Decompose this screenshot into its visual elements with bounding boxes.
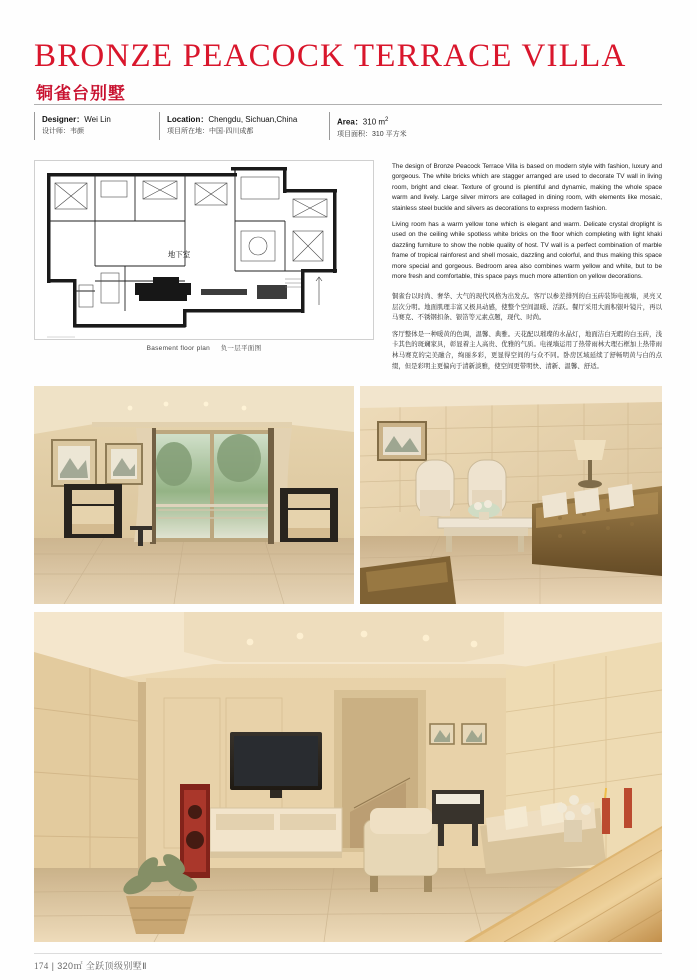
photo-panoramic-living-and-dining: [34, 612, 662, 942]
area-unit-exponent: 2: [385, 117, 389, 123]
floor-plan-svg: [35, 161, 374, 340]
credit-designer: [34, 112, 159, 142]
description-cn-paragraph-1: 铜雀台以时尚、奢华、大气的现代风格为出发点。客厅以参差排列的白玉砖装饰电视墙，灵亮又层次分明。地面肌理丰富又极具动感，使整个空间温暖、活跃。餐厅采用大面积银叶镜片，再以马赛克、不锈钢扣条、银箔等元素点题，现代、时尚。: [392, 293, 662, 322]
page-title-cn: 铜雀台别墅: [36, 84, 126, 103]
credit-divider: [159, 112, 160, 140]
title-divider: [34, 104, 662, 105]
page-footer: [34, 959, 147, 972]
location-label-cn: 项目所在地：: [167, 128, 209, 135]
page-number: 174: [34, 961, 49, 971]
photo-living-room-sofa-area: [360, 386, 662, 604]
description-en-paragraph-2: Living room has a warm yellow tone which is elegant and warm. Delicate crystal droplight is used on the ceiling while spotless white bricks on the floor which completing with light khaki dazzling furniture to show the noble quality of host. TV wall is a perfect combination of marble frame of tropical rainforest and shell mosaic, dazzling and colorful, and thus making this space more special and gorgeous. Bedroom area also combines warm yellow and white, but to be more fresh and comfortable, this space pays much more attention on yellow decorations.: [392, 221, 662, 281]
plan-caption-en: Basement floor plan: [146, 345, 211, 352]
description-cn-paragraph-2: 客厅整体是一种暖黄的色调，温馨、典雅。天花配以璀璨的水晶灯，地面洁白无暇的白玉砖，浅卡其色的斑斓家具，彰显着主人高贵、优雅的气质。电视墙运用了热带雨林大理石框加上热带雨林马赛克的完美融合，绚丽多彩，更显得空间的与众不同。卧房区域延续了舒畅明黄与白的点缀，但是彩明主更偏向于清新淡雅，使空间更带明快、清新、温馨、舒适。: [392, 330, 662, 370]
description-chinese: [392, 292, 662, 378]
area-label-en: Area：: [337, 117, 363, 127]
footer-divider: [34, 953, 662, 954]
description-en-paragraph-1: The design of Bronze Peacock Terrace Villa is based on modern style with fashion, luxury and gorgeous. The white bricks which are stagger arranged are used to decorate TV wall in living room, bright and clear. Texture of ground is plentiful and dynamic, making the whole space warm and lively. Large silver mirrors are collaged in dining room, with elements like mosaic, stainless steel buckle and silvers as decorations to express modern fashion.: [392, 163, 662, 212]
designer-label-cn: 设计师：: [42, 128, 70, 135]
credit-area: [329, 112, 489, 142]
floor-plan-caption: [34, 343, 374, 352]
floor-plan-drawing: [34, 160, 374, 340]
plan-caption-cn: 负一层平面图: [220, 345, 262, 352]
area-label-cn: 项目面积：: [337, 130, 372, 138]
location-value-en: Chengdu, Sichuan,China: [208, 115, 298, 124]
page-title-en: BRONZE PEACOCK TERRACE VILLA: [34, 38, 627, 74]
footer-series: | 320㎡ 全跃顶级别墅Ⅱ: [48, 961, 147, 971]
credit-divider: [34, 112, 35, 140]
credit-divider: [329, 112, 330, 140]
plan-room-label: 地下室: [167, 250, 191, 259]
area-value-en: 310 m: [362, 117, 386, 127]
designer-label-en: Designer：: [42, 115, 85, 124]
designer-value-cn: 韦颜: [70, 128, 84, 135]
credit-location: [159, 112, 329, 142]
photo-living-room-with-balcony: [34, 386, 354, 604]
location-label-en: Location：: [167, 115, 209, 124]
location-value-cn: 中国·四川成都: [209, 128, 254, 135]
description-english: [392, 162, 662, 288]
area-value-cn: 310 平方米: [372, 130, 407, 138]
photo-right-illustration: [360, 386, 662, 604]
photo-bottom-illustration: [34, 612, 662, 942]
credits-bar: [34, 112, 662, 142]
photo-left-illustration: [34, 386, 354, 604]
designer-value-en: Wei Lin: [84, 115, 111, 124]
